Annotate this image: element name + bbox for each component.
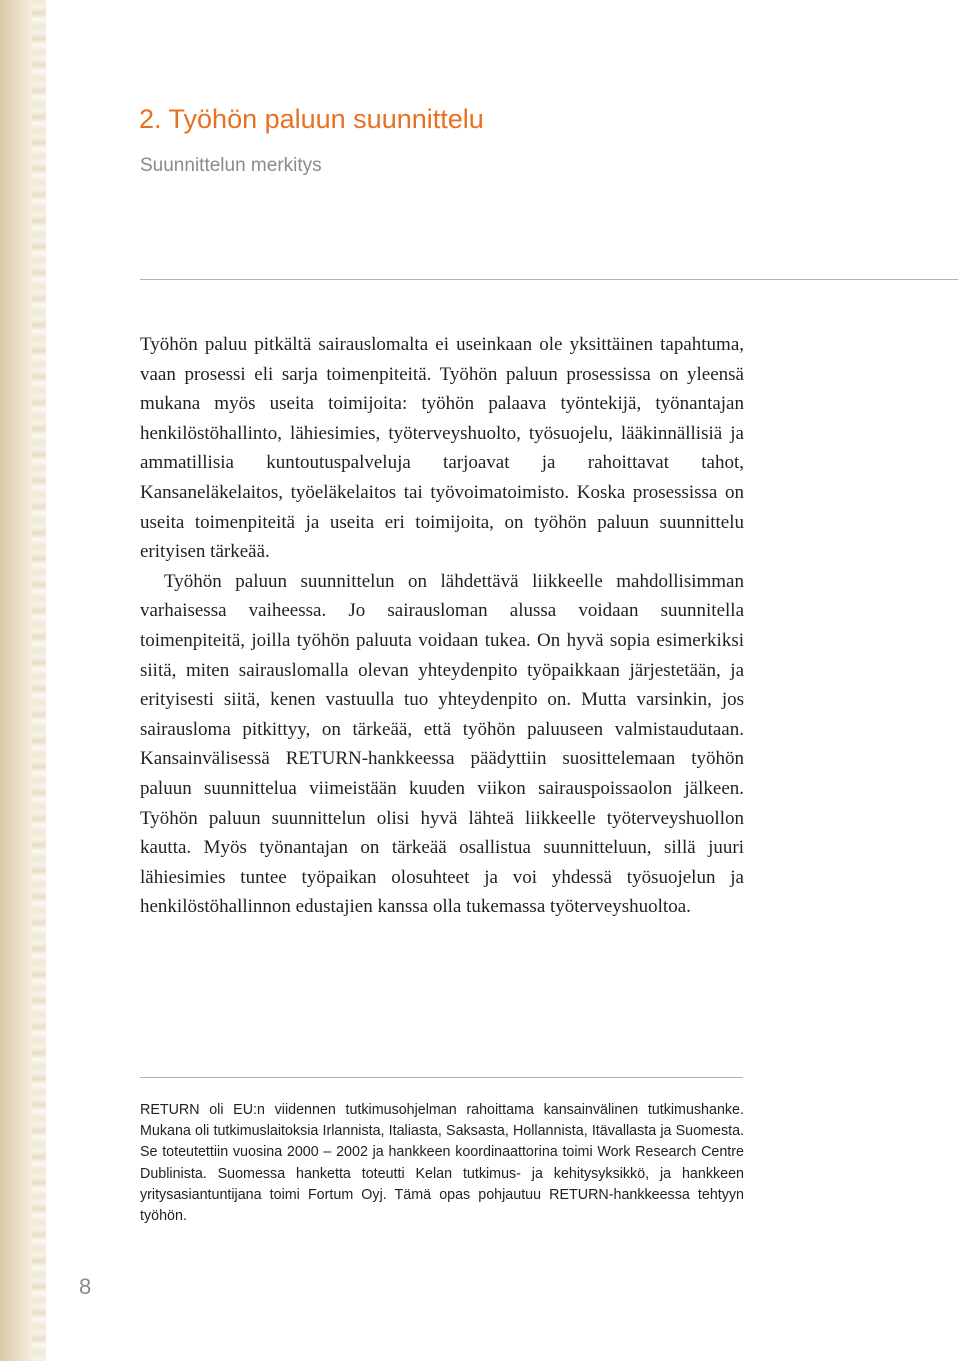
chapter-title: 2. Työhön paluun suunnittelu xyxy=(139,104,484,134)
body-text xyxy=(140,330,744,922)
torn-paper-edge xyxy=(0,0,40,1361)
section-subtitle: Suunnittelun merkitys xyxy=(140,155,322,176)
body-paragraph-2: Työhön paluun suunnittelun on lähdettävä liikkeelle mahdollisimman varhaisessa vaiheessa. Jo sairausloman alussa voidaan suunnitella toimenpiteitä, joilla työhön paluuta voidaan tukea. On hyvä sopia esimerkiksi siitä, miten sairauslomalla olevan yhteydenpito työpaikkaan järjestetään, ja erityisesti siitä, kenen vastuulla tuo yhteydenpito on. Mutta varsinkin, jos sairausloma pitkittyy, on tärkeää, että työhön paluuseen valmistaudutaan. Kansainvälisessä RETURN-hankkeessa päädyttiin suosittelemaan työhön paluun suunnittelua viimeistään kuuden viikon sairauspoissaolon jälkeen. Työhön paluun suunnittelun olisi hyvä lähteä liikkeelle työterveyshuollon kautta. Myös työnantajan on tärkeää osallistua suunnitteluun, sillä juuri lähiesimies tuntee työpaikan olosuhteet ja voi yhdessä työsuojelun ja henkilöstöhallinnon edustajien kanssa olla tukemassa työterveyshuoltoa. xyxy=(140,570,744,918)
page-number: 8 xyxy=(79,1274,92,1299)
header-divider xyxy=(140,279,958,280)
body-paragraph-1: Työhön paluu pitkältä sairauslomalta ei useinkaan ole yksittäinen tapahtuma, vaan prosessi eli sarja toimenpiteitä. Työhön paluun prosessissa on yleensä mukana myös useita toimijoita: työhön palaava työntekijä, työnantajan henkilöstöhallinto, lähiesimies, työterveyshuolto, työsuojelu, lääkinnällisiä ja ammatillisia kuntoutuspalveluja tarjoavat ja rahoittavat tahot, Kansaneläkelaitos, työeläkelaitos tai työvoimatoimisto. Koska prosessissa on useita toimenpiteitä ja useita eri toimijoita, on työhön paluun suunnittelu erityisen tärkeää. xyxy=(140,334,744,563)
footnote-text: RETURN oli EU:n viidennen tutkimusohjelman rahoittama kansainvälinen tutkimushanke. Mukana oli tutkimuslaitoksia Irlannista, Italiasta, Saksasta, Hollannista, Itävallasta ja Suomesta. Se toteutettiin vuosina 2000 – 2002 ja hankkeen koordinaattorina toimi Work Research Centre Dublinista. Suomessa hanketta toteutti Kelan tutkimus- ja kehitysyksikkö, ja hankkeen yritysasiantuntijana toimi Fortum Oyj. Tämä opas pohjautuu RETURN-hankkeessa tehtyyn työhön. xyxy=(140,1102,744,1225)
footnote-divider xyxy=(140,1077,743,1078)
